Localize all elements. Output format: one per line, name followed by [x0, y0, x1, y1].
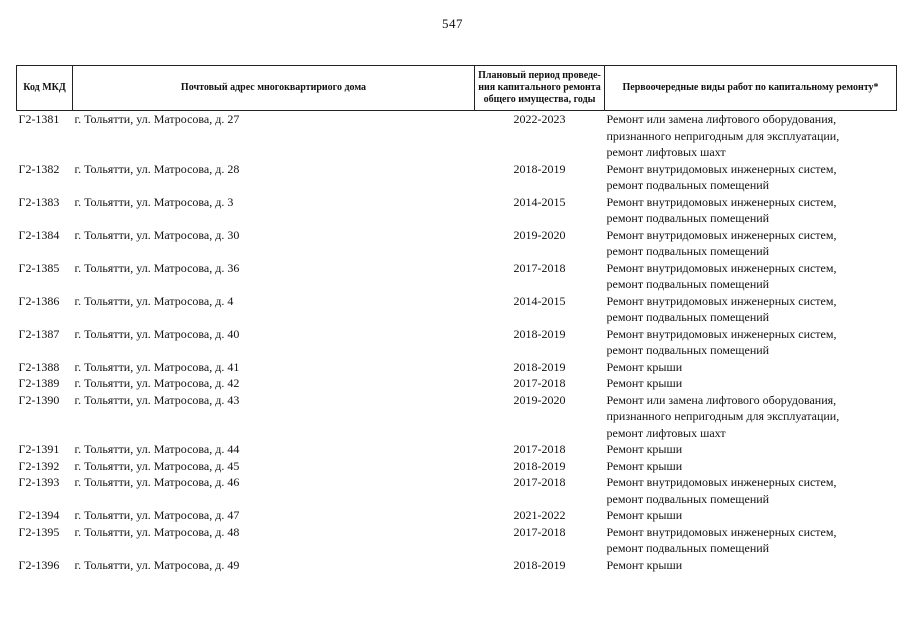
mkd-code-cell: Г2-1394: [18, 508, 60, 522]
period-cell: 2019-2020: [513, 227, 566, 242]
table-row: [17, 507, 897, 524]
mkd-code-cell: Г2-1393: [18, 475, 60, 489]
works-line: Ремонт внутридомовых инженерных систем,: [606, 260, 837, 275]
works-line: признанного непригодным для эксплуатации,: [606, 128, 840, 143]
header-works: Первоочередные виды работ по капитальному ремонту*: [605, 66, 897, 111]
mkd-code-cell: Г2-1386: [18, 293, 60, 308]
period-cell: 2021-2022: [513, 508, 566, 522]
works-cell: [605, 359, 897, 376]
mkd-code-cell: Г2-1389: [18, 376, 60, 390]
table-row: [17, 392, 897, 442]
address-cell: г. Тольятти, ул. Матросова, д. 40: [74, 326, 240, 341]
works-line: Ремонт или замена лифтового оборудования,: [606, 112, 837, 126]
period-cell: 2019-2020: [513, 392, 566, 407]
table-row: [17, 458, 897, 475]
address-cell: г. Тольятти, ул. Матросова, д. 28: [74, 161, 240, 176]
table-body: [17, 111, 897, 574]
works-cell: [605, 524, 897, 557]
housing-registry-table: [16, 65, 897, 573]
period-cell: 2017-2018: [513, 376, 566, 390]
works-line: ремонт лифтовых шахт: [606, 425, 726, 440]
table-row: [17, 524, 897, 557]
header-address: Почтовый адрес многоквартириого дома: [73, 66, 475, 111]
mkd-code-cell: Г2-1385: [18, 260, 60, 275]
period-cell: 2018-2019: [513, 359, 566, 374]
works-line: ремонт подвальных помещений: [606, 178, 770, 192]
header-code: Код МКД: [17, 66, 73, 111]
table-row: [17, 359, 897, 376]
period-cell: 2018-2019: [513, 458, 566, 473]
period-cell: 2018-2019: [513, 161, 566, 176]
table-row: [17, 161, 897, 194]
mkd-code-cell: Г2-1381: [18, 112, 60, 126]
mkd-code-cell: Г2-1395: [18, 524, 60, 539]
works-line: Ремонт крыши: [606, 442, 683, 456]
mkd-code-cell: Г2-1396: [18, 557, 60, 572]
table-row: [17, 111, 897, 161]
works-line: Ремонт или замена лифтового оборудования,: [606, 392, 837, 407]
works-cell: [605, 474, 897, 507]
works-line: Ремонт крыши: [606, 508, 683, 522]
mkd-code-cell: Г2-1390: [18, 392, 60, 407]
works-line: Ремонт крыши: [606, 458, 683, 473]
period-cell: 2017-2018: [513, 260, 566, 275]
mkd-code-cell: Г2-1392: [18, 458, 60, 473]
period-cell: 2022-2023: [513, 112, 566, 126]
table-row: [17, 375, 897, 392]
period-cell: 2017-2018: [513, 524, 566, 539]
table-row: [17, 260, 897, 293]
works-cell: [605, 507, 897, 524]
period-cell: 2017-2018: [513, 442, 566, 456]
mkd-code-cell: Г2-1382: [18, 161, 60, 176]
address-cell: г. Тольятти, ул. Матросова, д. 45: [74, 458, 240, 473]
works-line: признанного непригодным для эксплуатации,: [606, 409, 840, 423]
period-cell: 2017-2018: [513, 475, 566, 489]
works-cell: [605, 260, 897, 293]
address-cell: г. Тольятти, ул. Матросова, д. 48: [74, 524, 240, 539]
table-row: [17, 441, 897, 458]
works-line: ремонт подвальных помещений: [606, 277, 770, 291]
works-line: ремонт подвальных помещений: [606, 491, 770, 506]
works-line: Ремонт внутридомовых инженерных систем,: [606, 227, 837, 242]
address-cell: г. Тольятти, ул. Матросова, д. 46: [74, 475, 240, 489]
works-cell: [605, 111, 897, 161]
table-row: [17, 194, 897, 227]
address-cell: г. Тольятти, ул. Матросова, д. 27: [74, 112, 240, 126]
works-cell: [605, 293, 897, 326]
works-line: Ремонт крыши: [606, 376, 683, 390]
period-cell: 2014-2015: [513, 293, 566, 308]
page-number: 547: [442, 16, 463, 31]
table-row: [17, 227, 897, 260]
works-cell: [605, 326, 897, 359]
works-line: Ремонт крыши: [606, 557, 683, 572]
table-row: [17, 557, 897, 574]
works-line: Ремонт внутридомовых инженерных систем,: [606, 161, 837, 176]
works-line: ремонт подвальных помещений: [606, 310, 770, 324]
works-line: Ремонт внутридомовых инженерных систем,: [606, 194, 837, 209]
table-header-row: [17, 66, 897, 111]
header-period: Плановый период проведе-ния капитального ремонта общего имущества, годы: [475, 66, 605, 111]
address-cell: г. Тольятти, ул. Матросова, д. 47: [74, 508, 240, 522]
works-cell: [605, 458, 897, 475]
works-line: Ремонт внутридомовых инженерных систем,: [606, 475, 837, 489]
address-cell: г. Тольятти, ул. Матросова, д. 49: [74, 557, 240, 572]
works-cell: [605, 441, 897, 458]
mkd-code-cell: Г2-1388: [18, 359, 60, 374]
table-row: [17, 293, 897, 326]
works-line: Ремонт внутридомовых инженерных систем,: [606, 524, 837, 539]
mkd-code-cell: Г2-1383: [18, 194, 60, 209]
works-line: ремонт подвальных помещений: [606, 541, 770, 555]
period-cell: 2018-2019: [513, 326, 566, 341]
address-cell: г. Тольятти, ул. Матросова, д. 3: [74, 194, 234, 209]
works-line: ремонт лифтовых шахт: [606, 145, 726, 159]
works-line: Ремонт крыши: [606, 359, 683, 374]
period-cell: 2014-2015: [513, 194, 566, 209]
period-cell: 2018-2019: [513, 557, 566, 572]
address-cell: г. Тольятти, ул. Матросова, д. 30: [74, 227, 240, 242]
table-row: [17, 474, 897, 507]
works-line: Ремонт внутридомовых инженерных систем,: [606, 326, 837, 341]
works-cell: [605, 227, 897, 260]
works-cell: [605, 375, 897, 392]
works-line: ремонт подвальных помещений: [606, 343, 770, 357]
address-cell: г. Тольятти, ул. Матросова, д. 42: [74, 376, 240, 390]
works-cell: [605, 392, 897, 442]
works-cell: [605, 161, 897, 194]
address-cell: г. Тольятти, ул. Матросова, д. 36: [74, 260, 240, 275]
address-cell: г. Тольятти, ул. Матросова, д. 4: [74, 293, 234, 308]
mkd-code-cell: Г2-1391: [18, 442, 60, 456]
works-cell: [605, 194, 897, 227]
table-row: [17, 326, 897, 359]
works-cell: [605, 557, 897, 574]
mkd-code-cell: Г2-1387: [18, 326, 60, 341]
works-line: Ремонт внутридомовых инженерных систем,: [606, 293, 837, 308]
address-cell: г. Тольятти, ул. Матросова, д. 43: [74, 392, 240, 407]
address-cell: г. Тольятти, ул. Матросова, д. 41: [74, 359, 240, 374]
works-line: ремонт подвальных помещений: [606, 211, 770, 225]
address-cell: г. Тольятти, ул. Матросова, д. 44: [74, 442, 240, 456]
works-line: ремонт подвальных помещений: [606, 244, 770, 258]
mkd-code-cell: Г2-1384: [18, 227, 60, 242]
